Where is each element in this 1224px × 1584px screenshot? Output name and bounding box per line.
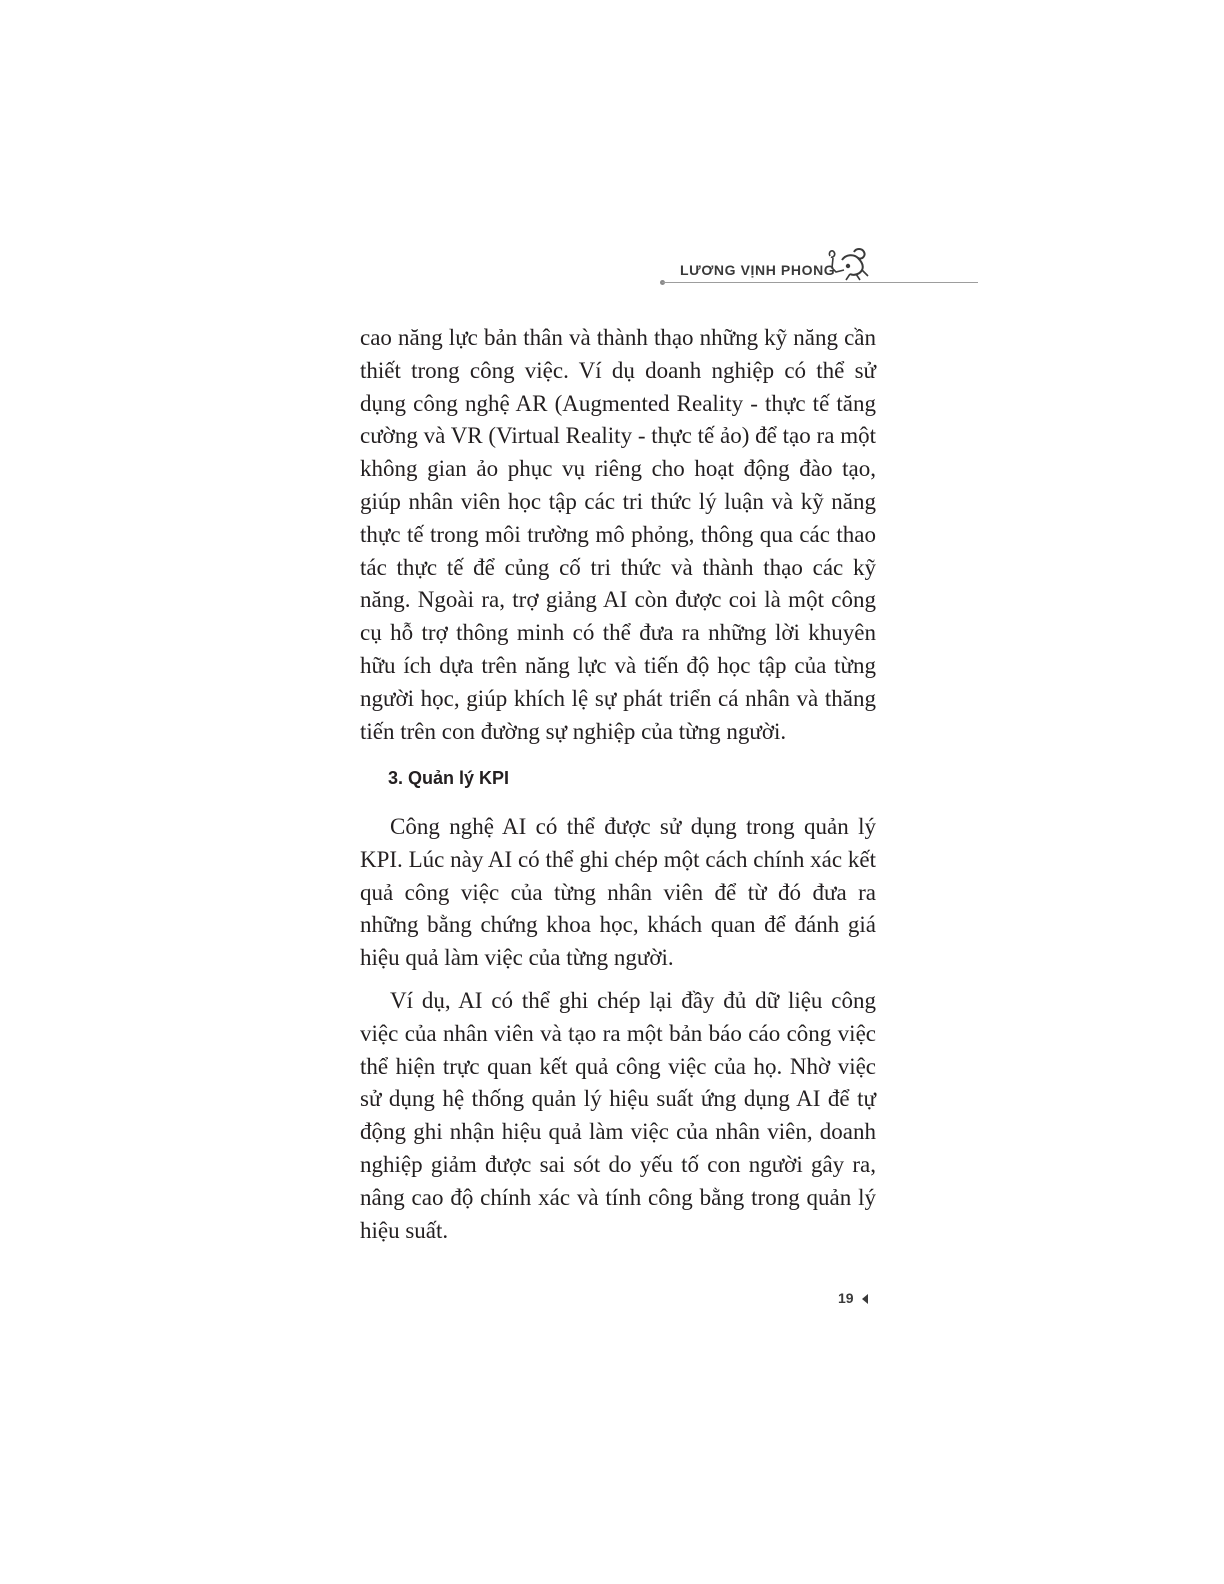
section-heading: 3. Quản lý KPI: [388, 768, 510, 788]
running-header: [660, 246, 978, 286]
header-author: LƯƠNG VỊNH PHONG: [680, 262, 836, 278]
page-number: 19: [838, 1290, 854, 1306]
page-marker-arrow-icon: [862, 1294, 868, 1304]
body-paragraph-continued: cao năng lực bản thân và thành thạo những kỹ năng cần thiết trong công việc. Ví dụ doanh nghiệp có thể sử dụng công nghệ AR (Augmented Reality - thực tế tăng cường và VR (Virtual Reality - thực tế ảo) để tạo ra một không gian ảo phục vụ riêng cho hoạt động đào tạo, giúp nhân viên học tập các tri thức lý luận và kỹ năng thực tế trong môi trường mô phỏng, thông qua các thao tác thực tế để củng cố tri thức và thành thạo các kỹ năng. Ngoài ra, trợ giảng AI còn được coi là một công cụ hỗ trợ thông minh có thể đưa ra những lời khuyên hữu ích dựa trên năng lực và tiến độ học tập của từng người học, giúp khích lệ sự phát triển cá nhân và thăng tiến trên con đường sự nghiệp của từng người.: [360, 325, 876, 744]
body-paragraph-kpi-1: Công nghệ AI có thể được sử dụng trong quản lý KPI. Lúc này AI có thể ghi chép một cách chính xác kết quả công việc của từng nhân viên để từ đó đưa ra những bằng chứng khoa học, khách quan để đánh giá hiệu quả làm việc của từng người.: [360, 814, 876, 971]
header-rule: [662, 282, 978, 283]
body-paragraph-kpi-2: Ví dụ, AI có thể ghi chép lại đầy đủ dữ liệu công việc của nhân viên và tạo ra một bản báo cáo công việc thể hiện trực quan kết quả công việc của họ. Nhờ việc sử dụng hệ thống quản lý hiệu suất ứng dụng AI để tự động ghi nhận hiệu quả làm việc của nhân viên, doanh nghiệp giảm được sai sót do yếu tố con người gây ra, nâng cao độ chính xác và tính công bằng trong quản lý hiệu suất.: [360, 988, 876, 1243]
horse-rider-icon: [824, 246, 872, 282]
